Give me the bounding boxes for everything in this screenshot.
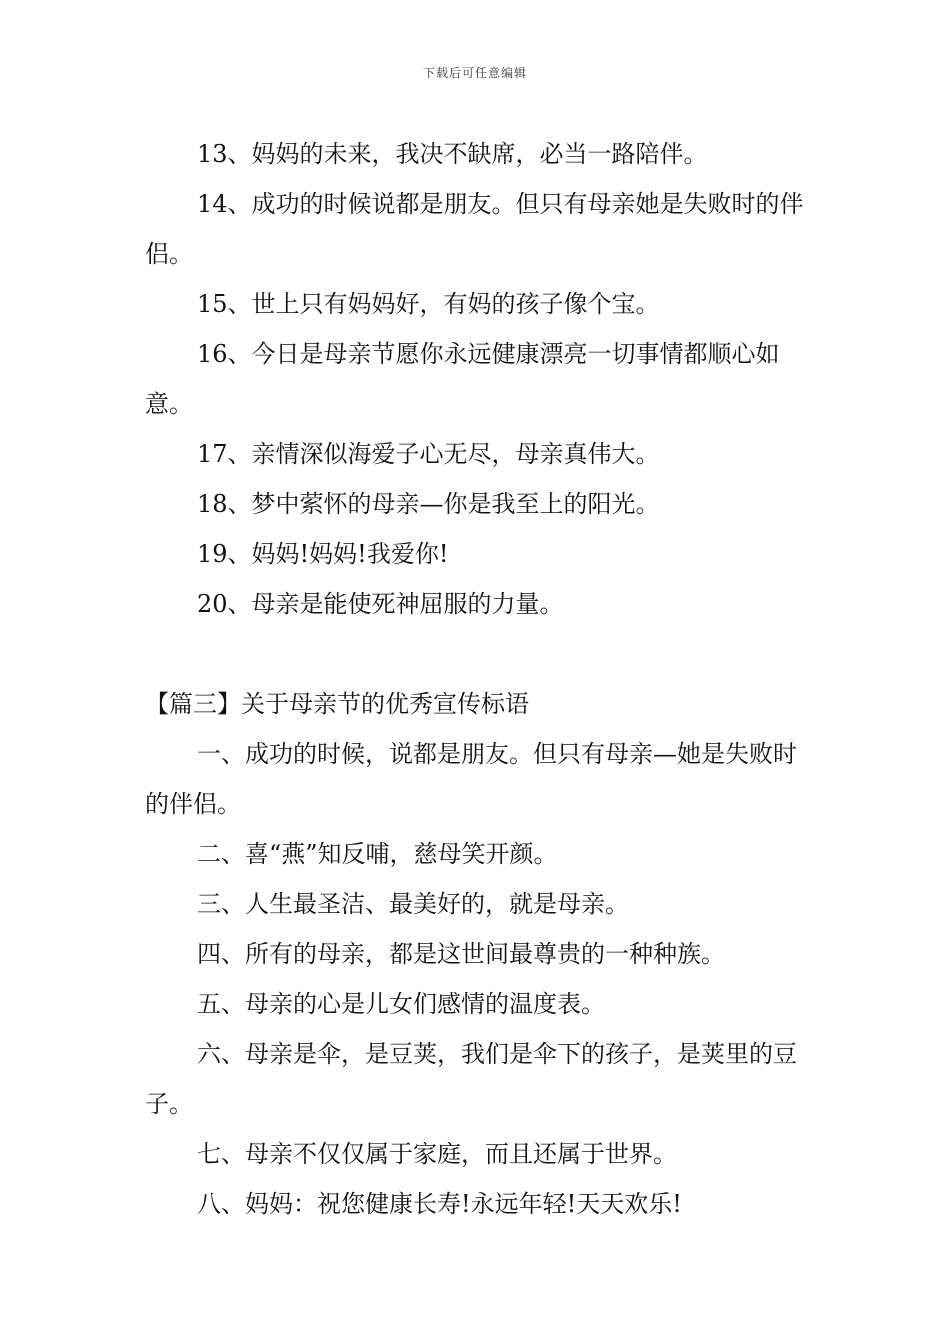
list-item: 七、母亲不仅仅属于家庭，而且还属于世界。 [197,1140,677,1168]
list-item: 15、世上只有妈妈好，有妈的孩子像个宝。 [197,290,660,318]
list-item: 一、成功的时候，说都是朋友。但只有母亲—她是失败时的伴侣。 [145,740,797,818]
list-item: 三、人生最圣洁、最美好的，就是母亲。 [197,890,629,918]
list-item: 二、喜“燕”知反哺，慈母笑开颜。 [197,840,558,868]
list-item: 四、所有的母亲，都是这世间最尊贵的一种种族。 [197,940,725,968]
list-item: 八、妈妈：祝您健康长寿!永远年轻!天天欢乐! [197,1190,682,1218]
list-item: 14、成功的时候说都是朋友。但只有母亲她是失败时的伴侣。 [145,190,804,268]
section-title: 【篇三】关于母亲节的优秀宣传标语 [145,690,529,718]
document-body [145,129,815,1229]
list-item: 19、妈妈!妈妈!我爱你! [197,540,449,568]
page-header: 下载后可任意编辑 [422,66,527,80]
list-item: 13、妈妈的未来，我决不缺席，必当一路陪伴。 [197,140,708,168]
list-item: 16、今日是母亲节愿你永远健康漂亮一切事情都顺心如意。 [145,340,780,418]
list-item: 20、母亲是能使死神屈服的力量。 [197,590,564,618]
section-spacer [145,629,815,679]
list-item: 18、梦中萦怀的母亲—你是我至上的阳光。 [197,490,660,518]
list-item: 六、母亲是伞，是豆荚，我们是伞下的孩子，是荚里的豆子。 [145,1040,797,1118]
list-item: 五、母亲的心是儿女们感情的温度表。 [197,990,605,1018]
list-item: 17、亲情深似海爱子心无尽，母亲真伟大。 [197,440,660,468]
